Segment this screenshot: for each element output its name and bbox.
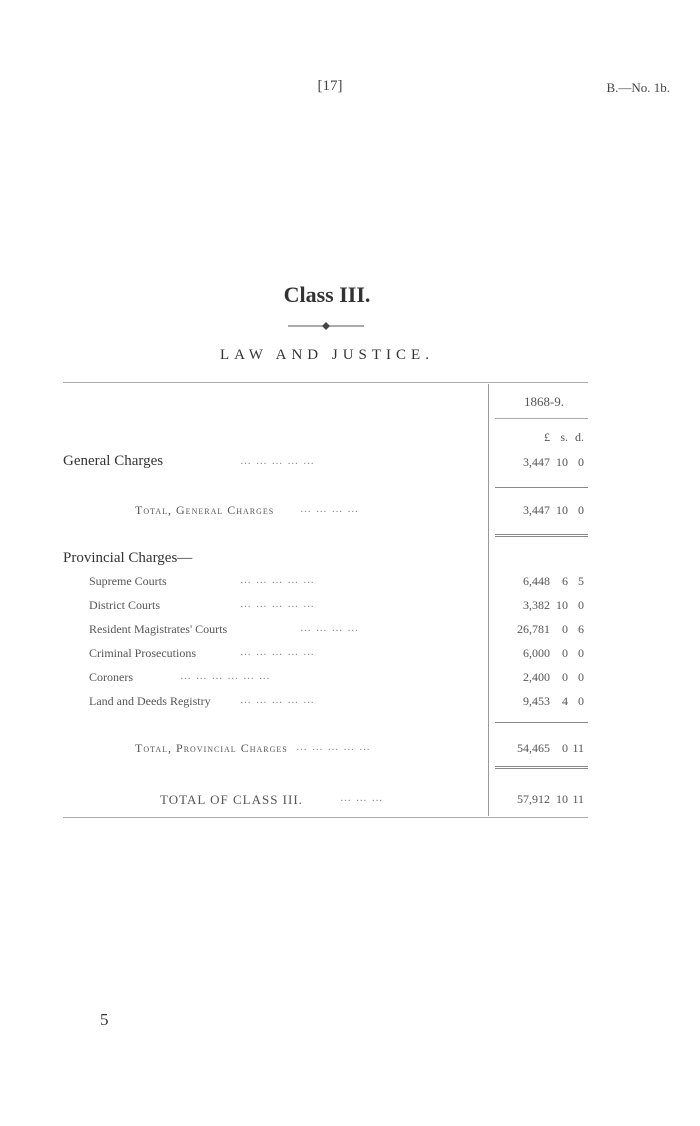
document-reference: B.—No. 1b. [606, 80, 670, 95]
amount-pounds: 6,448 [523, 574, 550, 588]
total-pounds: 54,465 [517, 741, 550, 755]
leader-dots: … … … … … [240, 574, 315, 586]
section-title: LAW AND JUSTICE. [220, 347, 434, 363]
provincial-charges-heading-row [0, 550, 700, 568]
amount-pounds: 3,382 [523, 598, 550, 612]
amount-pence: 0 [578, 455, 584, 469]
general-total-row [0, 503, 700, 521]
general-total-label: Total, General Charges [135, 503, 275, 517]
amount-pence: 0 [578, 598, 584, 612]
leader-dots: … … … … … [296, 741, 371, 753]
signature-number: 5 [100, 1010, 109, 1029]
amount-shillings: 0 [562, 670, 568, 684]
grand-total-row [0, 792, 700, 810]
subtotal-rule [495, 487, 588, 488]
provincial-charges-heading: Provincial Charges— [63, 550, 193, 566]
item-label: District Courts [89, 598, 160, 612]
leader-dots: … … … … … … [180, 670, 271, 682]
table-top-rule [63, 382, 588, 383]
table-row [0, 646, 700, 664]
table-row [0, 694, 700, 712]
amount-pence: 0 [578, 694, 584, 708]
page-number: [17] [317, 78, 343, 94]
amount-pounds: 26,781 [517, 622, 550, 636]
leader-dots: … … … [340, 792, 384, 804]
amount-shillings: 0 [562, 646, 568, 660]
year-column-header: 1868-9. [523, 394, 565, 409]
item-label: Coroners [89, 670, 133, 684]
table-row [0, 598, 700, 616]
currency-header-row [0, 430, 700, 448]
grand-total-pounds: 57,912 [517, 792, 550, 806]
amount-shillings: 0 [562, 622, 568, 636]
leader-dots: … … … … … [240, 455, 315, 467]
class-title: Class III. [283, 282, 371, 307]
ornament-rule [288, 320, 364, 332]
shillings-header: s. [560, 430, 568, 444]
amount-pounds: 6,000 [523, 646, 550, 660]
amount-pence: 0 [578, 646, 584, 660]
subtotal-rule [495, 722, 588, 723]
total-shillings: 0 [562, 741, 568, 755]
table-bottom-rule [63, 817, 588, 818]
amount-shillings: 10 [556, 598, 568, 612]
table-row [0, 670, 700, 688]
leader-dots: … … … … [300, 503, 360, 515]
leader-dots: … … … … … [240, 646, 315, 658]
amount-pence: 0 [578, 670, 584, 684]
total-pounds: 3,447 [523, 503, 550, 517]
provincial-total-label: Total, Provincial Charges [135, 741, 288, 755]
pounds-header: £ [544, 430, 550, 444]
item-label: Criminal Prosecutions [89, 646, 196, 660]
grand-total-pence: 11 [572, 792, 584, 806]
total-double-rule [495, 534, 588, 537]
general-charges-row [0, 455, 700, 473]
item-label: Land and Deeds Registry [89, 694, 211, 708]
table-row [0, 622, 700, 640]
leader-dots: … … … … … [240, 694, 315, 706]
item-label: Supreme Courts [89, 574, 167, 588]
amount-shillings: 10 [556, 455, 568, 469]
amount-pounds: 2,400 [523, 670, 550, 684]
grand-total-label: TOTAL OF CLASS III. [160, 792, 303, 807]
table-row [0, 574, 700, 592]
leader-dots: … … … … … [240, 598, 315, 610]
provincial-total-row [0, 741, 700, 759]
amount-pounds: 9,453 [523, 694, 550, 708]
total-shillings: 10 [556, 503, 568, 517]
item-label: Resident Magistrates' Courts [89, 622, 228, 636]
amount-pounds: 3,447 [523, 455, 550, 469]
leader-dots: … … … … [300, 622, 360, 634]
general-charges-heading: General Charges [63, 453, 164, 469]
grand-total-shillings: 10 [556, 792, 568, 806]
amount-shillings: 4 [562, 694, 568, 708]
amount-pence: 6 [578, 622, 584, 636]
header-rule [495, 418, 588, 419]
total-double-rule [495, 766, 588, 769]
total-pence: 11 [572, 741, 584, 755]
amount-shillings: 6 [562, 574, 568, 588]
amount-pence: 5 [578, 574, 584, 588]
total-pence: 0 [578, 503, 584, 517]
pence-header: d. [575, 430, 584, 444]
